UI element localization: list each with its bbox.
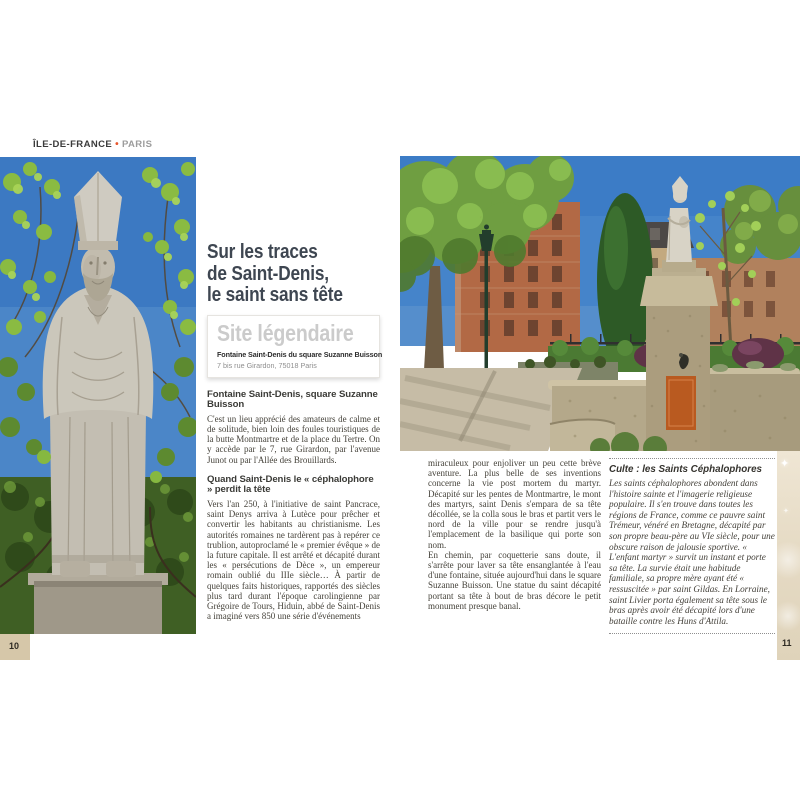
section-heading: Quand Saint-Denis le « céphalophore » perdit la tête xyxy=(207,473,374,496)
kicker-region: ÎLE-DE-FRANCE xyxy=(33,139,113,150)
site-info-box xyxy=(207,315,383,378)
site-address: 7 bis rue Girardon, 75018 Paris xyxy=(217,360,317,370)
section-heading: Fontaine Saint-Denis, square Suzanne Buisson xyxy=(207,388,378,411)
photo-square-suzanne-buisson xyxy=(400,156,800,451)
article-left-column xyxy=(207,240,383,622)
body-paragraph: Vers l'an 250, à l'initiative de saint Pancrace, saint Denys arriva à Lutèce pour prêcher et convertir les habitants au christianisme. Les autorités romaines ne tardèrent pas à repérer ce trublion, autoproclamé le « premier évêque » de la future capitale. Il est arrêté et décapité durant les « persécutions de Dèce », un empereur romain oublié du IIIe siècle… À partir de quelques faits historiques, rapportés des siècles plus tard durant l'époque carolingienne par Grégoire de Tours, Hiduin, abbé de Saint-Denis a imaginé vers 850 une série d'événements xyxy=(207,498,380,622)
sidebar-body: Les saints céphalophores abondent dans l'histoire sainte et l'imagerie religieuse populaire. Il s'en trouve dans toutes les régions de France, comme ce pauvre saint Trémeur, vénéré en Bretagne, décapité par son propre beau-père au VIe siècle, pour une obscure raison de jalousie sportive. « L'enfant martyr » survit un instant et porte sa tête. La survie était une habitude familiale, sa propre mère ayant été « ressuscitée » par saint Gildas. En Lorraine, saint Livier porta également sa tête sous le bras après avoir été décapité lors d'une bataille contre les Huns d'Attila. xyxy=(609,478,775,626)
sidebar-culte xyxy=(609,458,775,634)
photo-statue-saint-denis xyxy=(0,157,196,634)
page-margin-right xyxy=(777,451,800,660)
cypress-highlight xyxy=(604,206,628,290)
site-type-label: Site légendaire xyxy=(217,319,354,346)
body-paragraph: C'est un lieu apprécié des amateurs de calme et de solitude, bien loin des foules touristiques de la butte Montmartre et de la place du Tertre. On y accède par le 7, rue Girardon, par l'avenue Junot ou par l'Allée des Brouillards. xyxy=(207,413,380,465)
sparkle-icon: ✦ xyxy=(783,508,789,515)
kicker-bullet-icon: • xyxy=(115,139,119,150)
page-number-left: 10 xyxy=(9,641,20,651)
sparkle-icon: ✦ xyxy=(780,458,790,470)
kicker-city: PARIS xyxy=(122,139,153,150)
page-title: le saint sans tête xyxy=(207,283,343,306)
page-title: Sur les traces xyxy=(207,240,318,263)
kicker xyxy=(33,139,152,150)
body-paragraph: En chemin, par coquetterie sans doute, il s'arrête pour laver sa tête ensanglantée à l'eau d'une fontaine, située aujourd'hui dans le square Suzanne Buisson. Une statue du saint décapité portant sa tête à bout de bras décore le petit monument presque banal. xyxy=(428,549,601,611)
page-title: de Saint-Denis, xyxy=(207,261,329,285)
light-glow xyxy=(773,601,800,631)
article-right-column-1 xyxy=(428,458,601,611)
page-margin-left xyxy=(0,634,30,660)
page-number-right: 11 xyxy=(782,638,792,648)
light-glow xyxy=(769,541,800,579)
site-venue: Fontaine Saint-Denis du square Suzanne Buisson xyxy=(217,349,383,359)
body-paragraph: miraculeux pour enjoliver un peu cette brève aventure. La plus belle de ses inventions concerne la vie post mortem du martyr. Décapité sur les pentes de Montmartre, le mont des martyrs, saint Denis s'empara de sa tête décollée, se la colla sous le bras et partit vers le nord de la ville pour se rendre jusqu'à l'emplacement de la basilique qui porte son nom. xyxy=(428,458,601,550)
sidebar-heading: Culte : les Saints Céphalophores xyxy=(609,464,762,475)
